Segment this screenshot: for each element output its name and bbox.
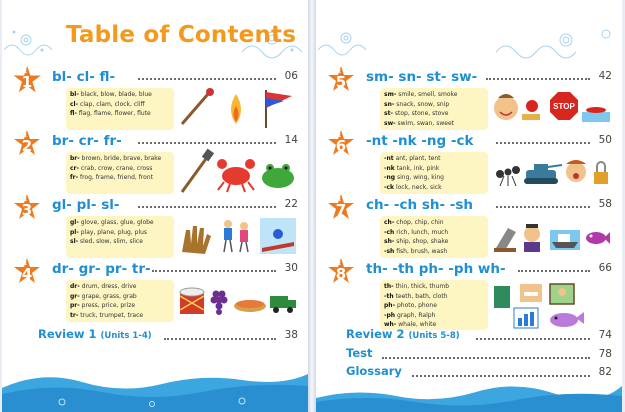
word-list: dr- drum, dress, drive gr- grape, grass, grab pr- press, price, prize tr- truck, trumpet, trace — [66, 280, 174, 322]
unit-number: 2 — [21, 137, 33, 155]
word-list: ch- chop, chip, chin -ch rich, lunch, much sh- ship, shop, shake -sh fish, brush, wash — [380, 216, 488, 258]
leader-dots — [164, 338, 276, 340]
drum-icon — [180, 288, 204, 314]
sing-icon — [566, 160, 586, 182]
review-1-label: Review 1 — [38, 327, 97, 341]
book-gutter — [308, 0, 316, 412]
children-playing-icon — [224, 220, 248, 252]
page-number: 42 — [598, 70, 612, 82]
word-list: br- brown, bride, brave, brake cr- crab, crow, crane, cross fr- frog, frame, friend, front — [66, 152, 174, 194]
snack-icon — [522, 100, 540, 120]
unit-number: 7 — [335, 201, 347, 219]
review-2-sub: (Units 5-8) — [408, 331, 460, 341]
flag-icon — [266, 90, 292, 128]
page-number: 30 — [284, 262, 298, 274]
review-1-entry[interactable] — [38, 327, 152, 341]
word-list: gl- glove, glass, glue, globe pl- play, plane, plug, plus sl- sled, slow, slim, slice — [66, 216, 174, 258]
unit-badge: Unit 2 — [12, 130, 42, 160]
test-label: Test — [346, 346, 373, 360]
page-number: 66 — [598, 262, 612, 274]
thin-book-icon — [494, 286, 510, 308]
ship-icon — [550, 230, 580, 250]
word-list: th- thin, thick, thumb -th teeth, bath, cloth ph- photo, phone -ph graph, Ralph wh- whale, white — [380, 280, 488, 330]
unit-number: 1 — [21, 73, 33, 91]
word-list: bl- black, blow, blade, blue cl- clap, clam, clock, cliff fl- flag, flame, flower, flute — [66, 88, 174, 130]
unit-number: 5 — [335, 73, 347, 91]
leader-dots — [496, 142, 590, 144]
sled-icon — [260, 218, 296, 254]
whale-icon — [550, 312, 584, 327]
wave-decoration — [2, 368, 308, 412]
truck-icon — [270, 296, 296, 313]
chop-icon — [494, 228, 516, 252]
leader-dots — [476, 338, 590, 340]
glossary-page: 82 — [598, 366, 612, 378]
fish-icon — [586, 232, 610, 244]
wave-decoration — [316, 368, 622, 412]
svg-text:STOP: STOP — [553, 102, 575, 111]
unit-badge: Unit 1 — [12, 66, 42, 96]
unit-heading: th- -th ph- -ph wh- — [366, 261, 506, 277]
unit-badge: Unit 5 — [326, 66, 356, 96]
grape-icon — [211, 291, 228, 316]
ant-icon — [496, 166, 520, 186]
flame-icon — [231, 94, 241, 124]
page-number: 06 — [284, 70, 298, 82]
page-number: 14 — [284, 134, 298, 146]
leader-dots — [138, 78, 276, 80]
leader-dots — [486, 78, 590, 80]
review-1-sub: (Units 1-4) — [100, 331, 152, 341]
unit-badge: Unit 6 — [326, 130, 356, 160]
leader-dots — [138, 142, 276, 144]
graph-icon — [514, 308, 538, 328]
word-list: sm- smile, smell, smoke sn- snack, snow, snip st- stop, stone, stove sw- swim, swan, sweet — [380, 88, 488, 130]
unit-3-illustrations — [178, 212, 298, 260]
unit-badge: Unit 4 — [12, 258, 42, 288]
unit-8-illustrations — [492, 276, 612, 332]
unit-1-illustrations — [178, 84, 298, 132]
unit-number: 8 — [335, 265, 347, 283]
unit-badge: Unit 7 — [326, 194, 356, 224]
unit-number: 6 — [335, 137, 347, 155]
swirl-decoration — [316, 20, 622, 60]
unit-heading: bl- cl- fl- — [52, 69, 116, 85]
unit-badge: Unit 8 — [326, 258, 356, 288]
press-icon — [234, 300, 266, 312]
leader-dots — [152, 270, 276, 272]
leader-dots — [518, 270, 590, 272]
glove-icon — [182, 226, 211, 254]
unit-2-illustrations — [178, 148, 298, 196]
unit-heading: -nt -nk -ng -ck — [366, 133, 474, 149]
page-number: 58 — [598, 198, 612, 210]
unit-6-illustrations — [492, 148, 612, 196]
frog-icon — [262, 164, 294, 188]
page-number: 50 — [598, 134, 612, 146]
leader-dots — [382, 357, 590, 359]
unit-badge: Unit 3 — [12, 194, 42, 224]
unit-heading: ch- -ch sh- -sh — [366, 197, 474, 213]
unit-heading: br- cr- fr- — [52, 133, 122, 149]
teeth-icon — [520, 284, 542, 302]
unit-heading: dr- gr- pr- tr- — [52, 261, 151, 277]
glossary-label: Glossary — [346, 364, 402, 378]
smile-icon — [494, 94, 518, 120]
review-2-label: Review 2 — [346, 327, 405, 341]
review-2-entry[interactable] — [346, 327, 460, 341]
left-page — [2, 0, 308, 412]
unit-heading: gl- pl- sl- — [52, 197, 120, 213]
leader-dots — [496, 206, 590, 208]
unit-7-illustrations — [492, 212, 612, 260]
test-page: 78 — [598, 348, 612, 360]
page-number: 22 — [284, 198, 298, 210]
word-list: -nt ant, plant, tent -nk tank, ink, pink -ng sing, wing, king -ck lock, neck, sick — [380, 152, 488, 194]
lock-icon — [594, 162, 608, 184]
right-page — [316, 0, 622, 412]
page-title: Table of Contents — [66, 22, 297, 48]
review-1-page: 38 — [284, 329, 298, 341]
swim-icon — [582, 107, 610, 122]
rich-icon — [524, 224, 540, 252]
unit-heading: sm- sn- st- sw- — [366, 69, 478, 85]
unit-4-illustrations — [178, 276, 298, 324]
leader-dots — [138, 206, 276, 208]
test-entry[interactable] — [346, 346, 372, 360]
tank-icon — [524, 164, 562, 184]
brush-icon — [182, 149, 214, 192]
unit-number: 4 — [21, 265, 33, 283]
blow-icon — [182, 88, 214, 124]
unit-5-illustrations — [492, 84, 612, 132]
photo-icon — [550, 284, 574, 304]
unit-number: 3 — [21, 201, 33, 219]
review-2-page: 74 — [598, 329, 612, 341]
stop-sign-icon — [550, 92, 578, 120]
crab-icon — [217, 159, 255, 192]
